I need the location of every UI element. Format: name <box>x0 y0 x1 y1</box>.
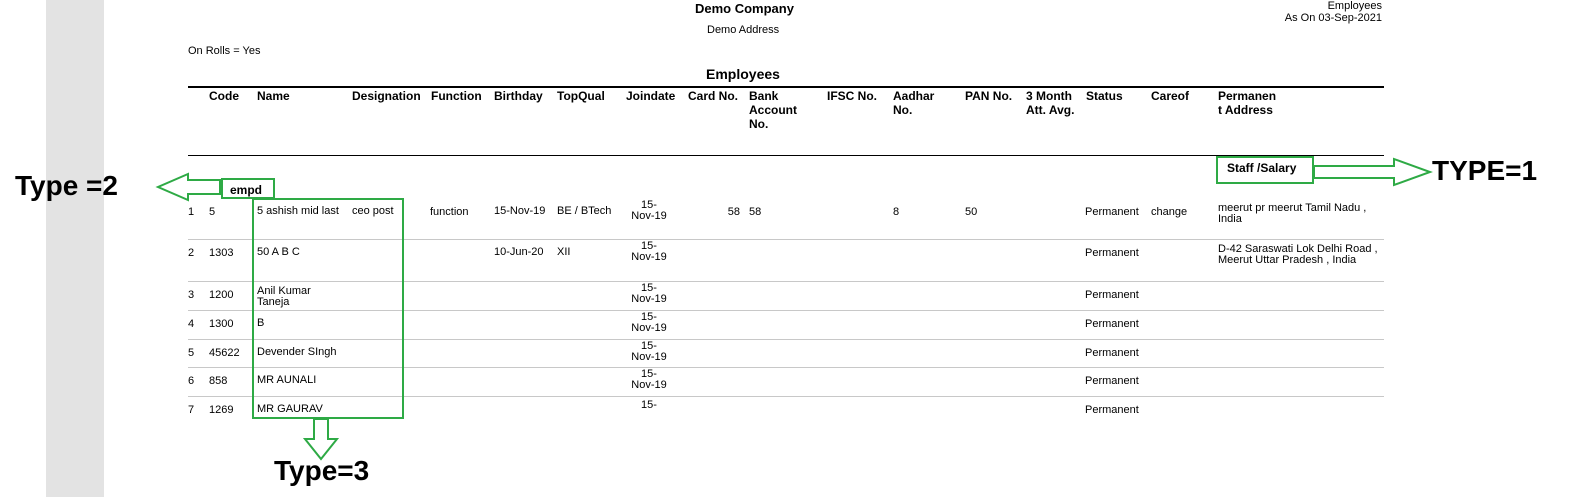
staff-salary-highlight-box <box>1216 156 1314 184</box>
column-header: Designation <box>352 89 421 103</box>
cell-topqual: BE / BTech <box>557 205 612 217</box>
cell-bank-account: 58 <box>749 206 762 218</box>
cell-status: Permanent <box>1085 247 1139 259</box>
cell-code: 1200 <box>209 289 234 301</box>
row-serial: 6 <box>188 375 195 387</box>
cell-joindate: 15- Nov-19 <box>631 340 667 363</box>
column-header: Name <box>257 89 290 103</box>
annotation-type-2: Type =2 <box>15 170 118 201</box>
column-header: Code <box>209 89 239 103</box>
cell-joindate: 15- <box>641 399 657 411</box>
column-header: Aadhar No. <box>893 89 935 117</box>
cell-joindate: 15- Nov-19 <box>631 311 667 334</box>
column-header: PAN No. <box>965 89 1013 103</box>
page-title: Employees <box>706 66 780 82</box>
column-header: Birthday <box>494 89 543 103</box>
row-serial: 5 <box>188 347 195 359</box>
group-empd: empd <box>230 183 263 197</box>
row-serial: 3 <box>188 289 195 301</box>
column-header: IFSC No. <box>827 89 877 103</box>
header-top-rule <box>188 86 1384 88</box>
cell-joindate: 15- Nov-19 <box>631 368 667 391</box>
cell-designation: ceo post <box>352 205 394 217</box>
report-date: As On 03-Sep-2021 <box>1284 12 1382 24</box>
company-address: Demo Address <box>707 24 780 36</box>
row-serial: 4 <box>188 318 195 330</box>
cell-joindate: 15- Nov-19 <box>631 199 667 222</box>
column-header: TopQual <box>557 89 605 103</box>
header-bottom-rule <box>188 155 1384 156</box>
cell-code: 45622 <box>209 347 240 359</box>
cell-name: Devender SIngh <box>257 346 337 358</box>
column-header: Permanen t Address <box>1218 89 1277 117</box>
column-header: Function <box>431 89 482 103</box>
arrow-right-icon <box>1314 158 1434 188</box>
cell-birthday: 15-Nov-19 <box>494 205 546 217</box>
row-serial: 1 <box>188 206 195 218</box>
cell-pan: 50 <box>965 206 978 218</box>
report-title: Employees <box>1327 0 1382 12</box>
annotation-type-1: TYPE=1 <box>1432 155 1538 186</box>
cell-code: 1269 <box>209 404 234 416</box>
cell-topqual: XII <box>557 246 571 258</box>
row-serial: 2 <box>188 247 195 259</box>
arrow-left-icon <box>156 173 222 201</box>
cell-status: Permanent <box>1085 206 1139 218</box>
cell-name: B <box>257 317 265 329</box>
cell-joindate: 15- Nov-19 <box>631 240 667 263</box>
column-header: Careof <box>1151 89 1190 103</box>
cell-code: 858 <box>209 375 228 387</box>
cell-code: 5 <box>209 206 216 218</box>
cell-name: MR GAURAV <box>257 403 323 415</box>
group-staff-salary: Staff /Salary <box>1227 161 1297 175</box>
cell-code: 1303 <box>209 247 234 259</box>
cell-aadhar: 8 <box>893 206 900 218</box>
column-header: Card No. <box>688 89 739 103</box>
row-serial: 7 <box>188 404 195 416</box>
viewer-gutter <box>46 0 104 497</box>
cell-name: Anil Kumar Taneja <box>257 285 311 308</box>
cell-status: Permanent <box>1085 347 1139 359</box>
cell-birthday: 10-Jun-20 <box>494 246 544 258</box>
cell-name: MR AUNALI <box>257 374 317 386</box>
cell-careof: change <box>1151 206 1188 218</box>
cell-card-no: 58 <box>727 206 740 218</box>
column-header: Status <box>1086 89 1123 103</box>
cell-status: Permanent <box>1085 289 1139 301</box>
cell-status: Permanent <box>1085 404 1139 416</box>
cell-name: 50 A B C <box>257 246 300 258</box>
cell-code: 1300 <box>209 318 234 330</box>
name-column-highlight-box <box>252 198 404 419</box>
left-margin <box>0 0 46 497</box>
empd-highlight-box <box>221 178 275 199</box>
cell-name: 5 ashish mid last <box>257 205 339 217</box>
column-header: 3 Month Att. Avg. <box>1026 89 1075 117</box>
cell-joindate: 15- Nov-19 <box>631 282 667 305</box>
cell-function: function <box>430 206 469 218</box>
column-header: Joindate <box>626 89 676 103</box>
report-filter: On Rolls = Yes <box>188 45 261 57</box>
annotation-type-3: Type=3 <box>274 455 370 486</box>
column-header: Bank Account No. <box>749 89 797 131</box>
cell-address: meerut pr meerut Tamil Nadu , India <box>1218 202 1367 225</box>
cell-status: Permanent <box>1085 375 1139 387</box>
cell-status: Permanent <box>1085 318 1139 330</box>
company-name: Demo Company <box>695 1 794 16</box>
cell-address: D-42 Saraswati Lok Delhi Road , Meerut Uttar Pradesh , India <box>1218 243 1378 266</box>
